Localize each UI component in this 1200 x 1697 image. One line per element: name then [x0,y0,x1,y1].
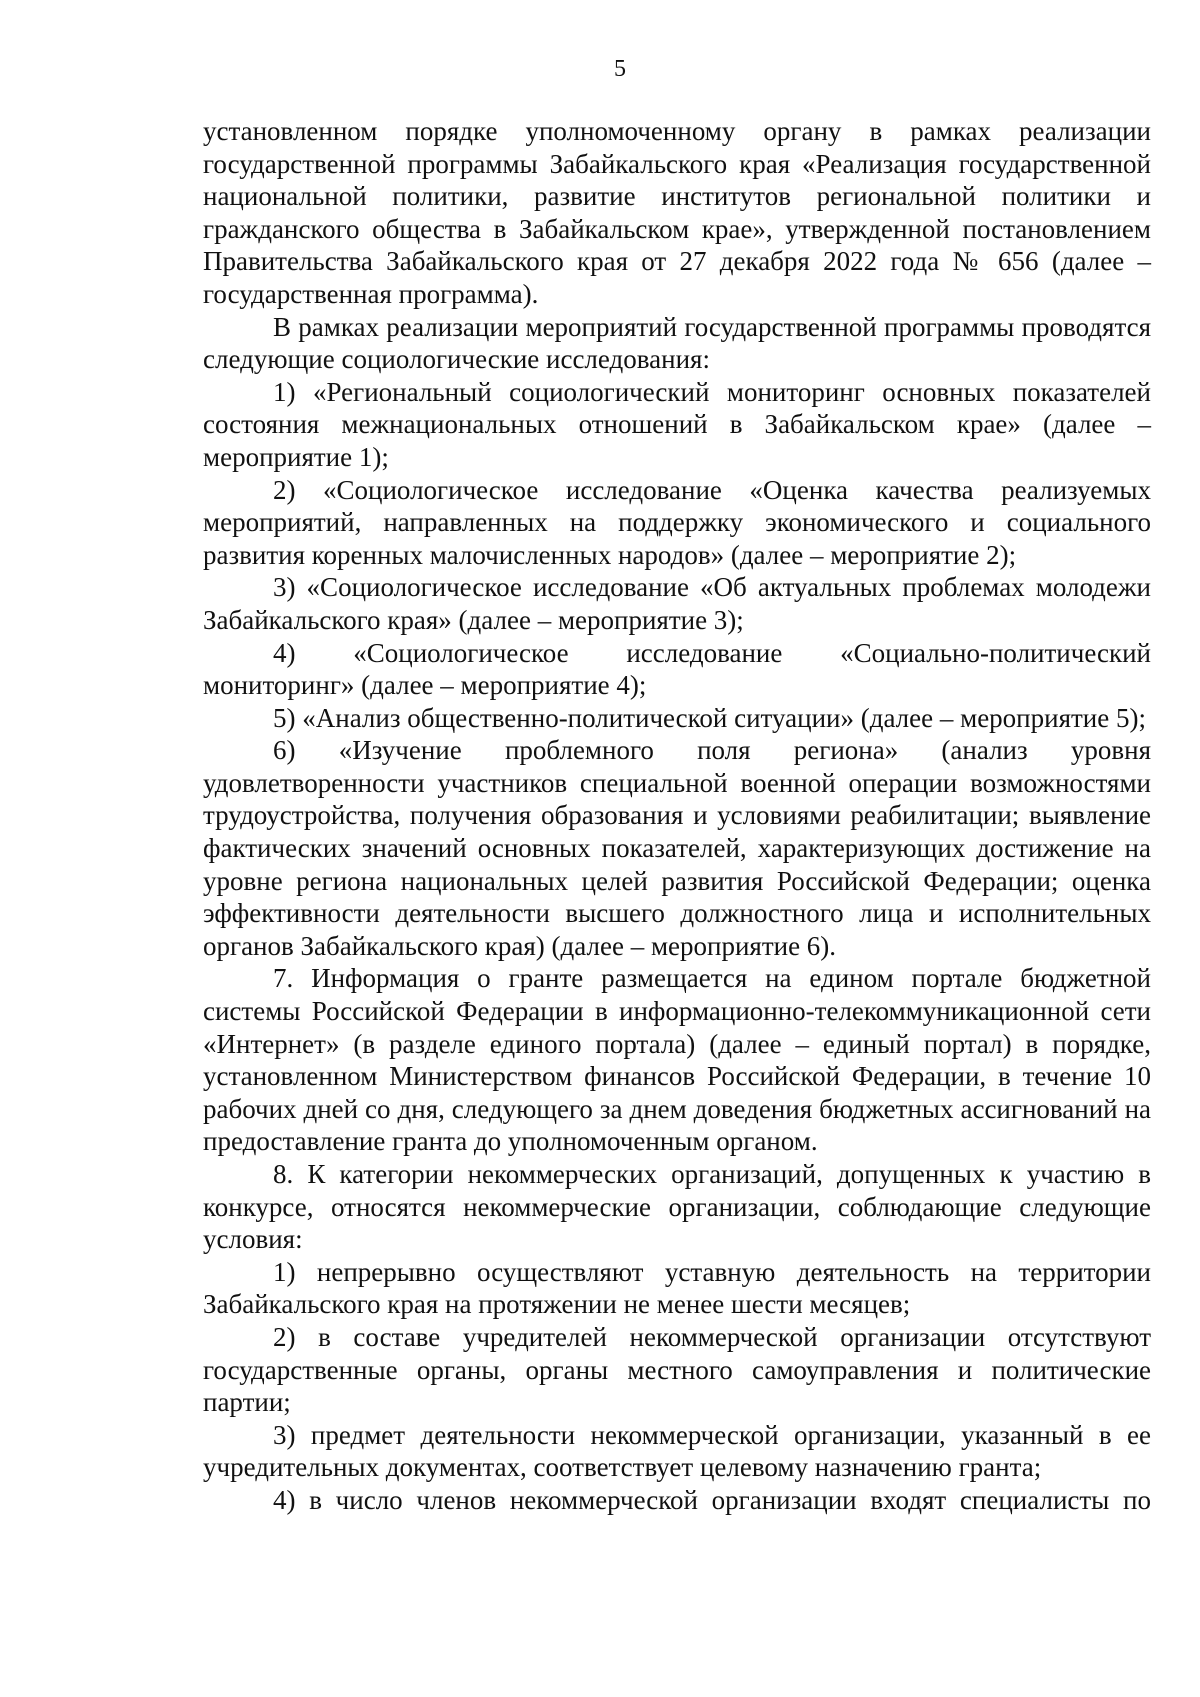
paragraph-event-4: 4) «Социологическое исследование «Социально-политический мониторинг» (далее – мероприятие 4); [203,637,1151,701]
paragraph-event-3: 3) «Социологическое исследование «Об актуальных проблемах молодежи Забайкальского края» (далее – мероприятие 3); [203,572,1151,635]
page-number: 5 [614,56,626,82]
paragraph-research-intro: В рамках реализации мероприятий государственной программы проводятся следующие социологические исследования: [203,311,1151,375]
paragraph-event-1: 1) «Региональный социологический мониторинг основных показателей состояния межнациональных отношений в Забайкальском крае» (далее – мероприятие 1); [203,376,1151,472]
paragraph-event-2: 2) «Социологическое исследование «Оценка качества реализуемых мероприятий, направленных на поддержку экономического и социального развития коренных малочисленных народов» (далее – мероприятие 2); [203,474,1151,570]
paragraph-condition-4: 4) в число членов некоммерческой организации входят специалисты по [273,1484,1151,1515]
paragraph-condition-2: 2) в составе учредителей некоммерческой организации отсутствуют государственные органы, органы местного самоуправления и политические партии; [203,1321,1151,1418]
paragraph-section-8: 8. К категории некоммерческих организаций, допущенных к участию в конкурсе, относятся некоммерческие организации, соблюдающие следующие условия: [203,1159,1151,1255]
paragraph-event-6: 6) «Изучение проблемного поля региона» (анализ уровня удовлетворенности участников специальной военной операции возможностями трудоустройства, получения образования и условиями реабилитации; выявление фактических значений основных показателей, характеризующих достижение на уровне региона национальных целей развития Российской Федерации; оценка эффективности деятельности высшего должностного лица и исполнительных органов Забайкальского края) (далее – мероприятие 6). [203,735,1151,961]
paragraph-condition-3: 3) предмет деятельности некоммерческой организации, указанный в ее учредительных документах, соответствует целевому назначению гранта; [203,1419,1151,1483]
paragraph-event-5: 5) «Анализ общественно-политической ситуации» (далее – мероприятие 5); [273,702,1146,733]
paragraph-section-7: 7. Информация о гранте размещается на едином портале бюджетной системы Российской Федерации в информационно-телекоммуникационной сети «Интернет» (в разделе единого портала) (далее – единый портал) в порядке, установленном Министерством финансов Российской Федерации, в течение 10 рабочих дней со дня, следующего за днем доведения бюджетных ассигнований на предоставление гранта до уполномоченным органом. [203,963,1151,1157]
paragraph-condition-1: 1) непрерывно осуществляют уставную деятельность на территории Забайкальского края на протяжении не менее шести месяцев; [203,1256,1151,1320]
document-body [203,115,1151,1517]
paragraph-state-program-intro: установленном порядке уполномоченному органу в рамках реализации государственной программы Забайкальского края «Реализация государственной национальной политики, развитие институтов региональной политики и гражданского общества в Забайкальском крае», утвержденной постановлением Правительства Забайкальского края от 27 декабря 2022 года № 656 (далее – государственная программа). [203,116,1151,309]
